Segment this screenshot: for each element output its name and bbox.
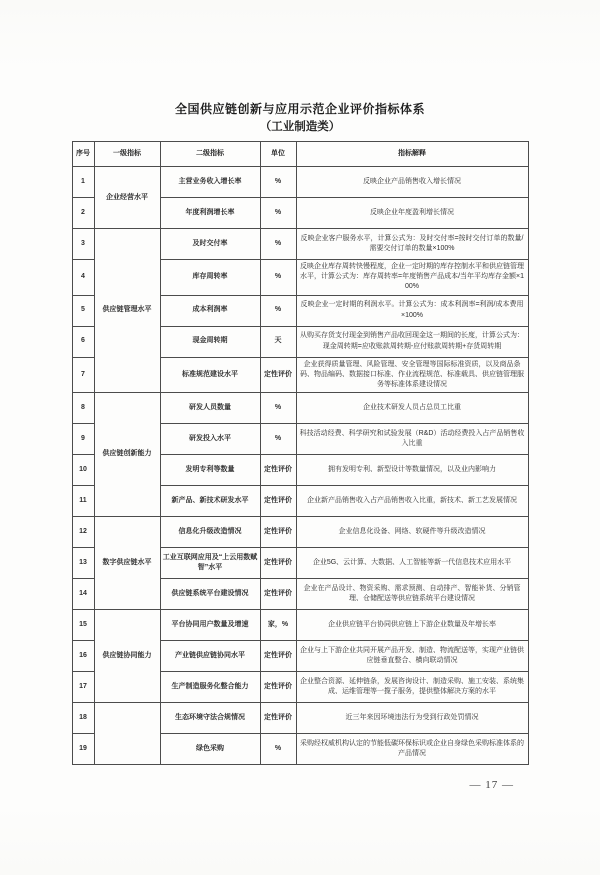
- unit-cell: 定性评价: [260, 671, 296, 702]
- level1-indicator-cell: 供应链协同能力: [94, 609, 160, 702]
- explanation-cell: 企业供应链平台协同供应链上下游企业数量及年增长率: [296, 609, 528, 640]
- table-header: [72, 142, 528, 167]
- explanation-cell: 企业整合资源、延伸链条，发展咨询设计、制造采购、施工安装、系统集成、运维管理等一揽子服务，提供整体解决方案的水平: [296, 671, 528, 702]
- level2-indicator-cell: 库存周转率: [160, 260, 260, 295]
- level2-indicator-cell: 新产品、新技术研发水平: [160, 485, 260, 516]
- indicator-table: [72, 141, 529, 765]
- table-row: [72, 229, 528, 260]
- explanation-cell: 企业与上下游企业共同开展产品开发、制造、物流配送等，实现产业链供应链垂直整合、横向联动情况: [296, 640, 528, 671]
- level2-indicator-cell: 发明专利等数量: [160, 454, 260, 485]
- unit-cell: 定性评价: [260, 640, 296, 671]
- unit-cell: 定性评价: [260, 485, 296, 516]
- unit-cell: %: [260, 295, 296, 326]
- unit-cell: %: [260, 733, 296, 764]
- table-row: [72, 392, 528, 423]
- explanation-cell: 反映企业年度盈利增长情况: [296, 198, 528, 229]
- level2-indicator-cell: 生产制造服务化整合能力: [160, 671, 260, 702]
- row-number-cell: 13: [72, 547, 94, 578]
- row-number-cell: 19: [72, 733, 94, 764]
- unit-cell: 定性评价: [260, 578, 296, 609]
- row-number-cell: 6: [72, 326, 94, 357]
- row-number-cell: 1: [72, 167, 94, 198]
- explanation-cell: 拥有发明专利、新型设计等数量情况，以及业内影响力: [296, 454, 528, 485]
- row-number-cell: 8: [72, 392, 94, 423]
- column-header-4: 指标解释: [296, 142, 528, 167]
- row-number-cell: 18: [72, 702, 94, 733]
- unit-cell: %: [260, 423, 296, 454]
- table-header-row: [72, 142, 528, 167]
- level2-indicator-cell: 平台协同用户数量及增速: [160, 609, 260, 640]
- unit-cell: %: [260, 229, 296, 260]
- level1-indicator-cell: [94, 702, 160, 764]
- level1-indicator-cell: 供应链管理水平: [94, 229, 160, 393]
- row-number-cell: 16: [72, 640, 94, 671]
- level2-indicator-cell: 现金周转期: [160, 326, 260, 357]
- unit-cell: 定性评价: [260, 516, 296, 547]
- row-number-cell: 5: [72, 295, 94, 326]
- level1-indicator-cell: 供应链创新能力: [94, 392, 160, 516]
- row-number-cell: 10: [72, 454, 94, 485]
- level2-indicator-cell: 主营业务收入增长率: [160, 167, 260, 198]
- level1-indicator-cell: 数字供应链水平: [94, 516, 160, 609]
- column-header-3: 单位: [260, 142, 296, 167]
- level2-indicator-cell: 绿色采购: [160, 733, 260, 764]
- explanation-cell: 从购买存货支付现金到销售产品收回现金这一期间的长度，计算公式为：现金周转期=应收账款周转期-应付账款周转期+存货周转期: [296, 326, 528, 357]
- level2-indicator-cell: 年度利润增长率: [160, 198, 260, 229]
- level2-indicator-cell: 成本利润率: [160, 295, 260, 326]
- unit-cell: 定性评价: [260, 357, 296, 392]
- unit-cell: %: [260, 260, 296, 295]
- explanation-cell: 企业在产品设计、物资采购、需求预测、自动排产、智能补货、分销管理、仓储配送等供应链系统平台建设情况: [296, 578, 528, 609]
- level2-indicator-cell: 研发人员数量: [160, 392, 260, 423]
- explanation-cell: 反映企业客户服务水平，计算公式为：及时交付率=按时交付订单的数量/需要交付订单的数量×100%: [296, 229, 528, 260]
- explanation-cell: 企业5G、云计算、大数据、人工智能等新一代信息技术应用水平: [296, 547, 528, 578]
- row-number-cell: 3: [72, 229, 94, 260]
- explanation-cell: 科技活动经费、科学研究和试验发展（R&D）活动经费投入占产品销售收入比重: [296, 423, 528, 454]
- explanation-cell: 企业技术研发人员占总员工比重: [296, 392, 528, 423]
- explanation-cell: 反映企业库存周转快慢程度，企业一定时期的库存控制水平和供应链管理水平，计算公式为：库存周转率=年度销售产品成本/当年平均库存金额×100%: [296, 260, 528, 295]
- row-number-cell: 4: [72, 260, 94, 295]
- document-title: 全国供应链创新与应用示范企业评价指标体系: [174, 102, 425, 116]
- level2-indicator-cell: 工业互联网应用及“上云用数赋智”水平: [160, 547, 260, 578]
- explanation-cell: 近三年来因环境违法行为受到行政处罚情况: [296, 702, 528, 733]
- explanation-cell: 采购经权威机构认定的节能低碳环保标识或企业自身绿色采购标准体系的产品情况: [296, 733, 528, 764]
- table-row: [72, 609, 528, 640]
- level2-indicator-cell: 标准规范建设水平: [160, 357, 260, 392]
- explanation-cell: 反映企业产品销售收入增长情况: [296, 167, 528, 198]
- document-subtitle: （工业制造类）: [259, 121, 341, 133]
- row-number-cell: 7: [72, 357, 94, 392]
- unit-cell: 定性评价: [260, 454, 296, 485]
- table-row: [72, 702, 528, 733]
- column-header-1: 一级指标: [94, 142, 160, 167]
- level1-indicator-cell: 企业经营水平: [94, 167, 160, 229]
- row-number-cell: 14: [72, 578, 94, 609]
- explanation-cell: 反映企业一定时期的利润水平。计算公式为：成本利润率=利润/成本费用×100%: [296, 295, 528, 326]
- page-number: — 17 —: [469, 779, 514, 791]
- unit-cell: %: [260, 167, 296, 198]
- row-number-cell: 11: [72, 485, 94, 516]
- unit-cell: %: [260, 392, 296, 423]
- level2-indicator-cell: 研发投入水平: [160, 423, 260, 454]
- unit-cell: %: [260, 198, 296, 229]
- row-number-cell: 12: [72, 516, 94, 547]
- explanation-cell: 企业信息化设备、网络、软硬件等升级改造情况: [296, 516, 528, 547]
- row-number-cell: 9: [72, 423, 94, 454]
- level2-indicator-cell: 生态环境守法合规情况: [160, 702, 260, 733]
- explanation-cell: 企业获得质量管理、风险管理、安全管理等国际标准资质，以及商品条码、物品编码、数据接口标准、作业流程规范、标准载具、供应链管理服务等标准体系建设情况: [296, 357, 528, 392]
- unit-cell: 定性评价: [260, 547, 296, 578]
- row-number-cell: 2: [72, 198, 94, 229]
- level2-indicator-cell: 供应链系统平台建设情况: [160, 578, 260, 609]
- row-number-cell: 17: [72, 671, 94, 702]
- row-number-cell: 15: [72, 609, 94, 640]
- level2-indicator-cell: 信息化升级改造情况: [160, 516, 260, 547]
- column-header-2: 二级指标: [160, 142, 260, 167]
- table-row: [72, 167, 528, 198]
- unit-cell: 天: [260, 326, 296, 357]
- level2-indicator-cell: 产业链供应链协同水平: [160, 640, 260, 671]
- table-row: [72, 516, 528, 547]
- unit-cell: 家，%: [260, 609, 296, 640]
- explanation-cell: 企业新产品销售收入占产品销售收入比重，新技术、新工艺发展情况: [296, 485, 528, 516]
- column-header-0: 序号: [72, 142, 94, 167]
- unit-cell: 定性评价: [260, 702, 296, 733]
- table-body: [72, 167, 528, 765]
- level2-indicator-cell: 及时交付率: [160, 229, 260, 260]
